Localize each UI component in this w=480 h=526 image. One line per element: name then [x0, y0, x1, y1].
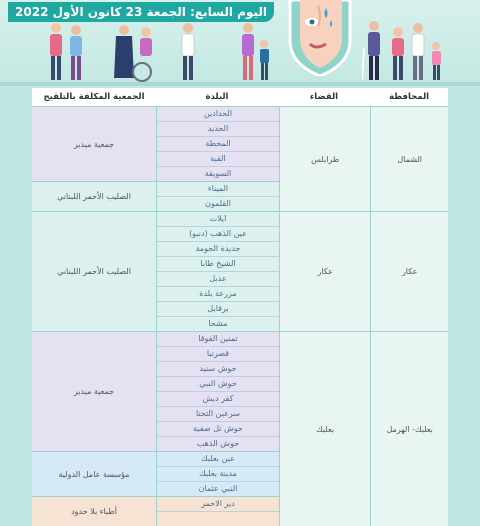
town-cell: حوش النبي [157, 377, 279, 392]
town-cell: المحطة [157, 137, 279, 152]
towns-group [157, 212, 279, 331]
header-governorate: المحافظة [388, 92, 430, 102]
table-row [32, 332, 448, 526]
town-cell: عين بعلبك [157, 452, 279, 467]
town-cell: سرعين التحتا [157, 407, 279, 422]
district-cell: بعلبك [279, 332, 370, 526]
town-cell: الشيخ طابا [157, 257, 279, 272]
governorate-cell: عكار [370, 212, 448, 331]
town-cell: الميناء [157, 182, 279, 197]
town-cell: النبي عثمان [157, 482, 279, 496]
people-illustration-right [362, 18, 446, 84]
town-cell: القبة [157, 152, 279, 167]
vaccination-schedule-table [32, 88, 448, 526]
association-cell: جمعية ميدير [32, 332, 157, 451]
town-cell: تمنين الفوقا [157, 332, 279, 347]
town-cell: الحدادين [157, 107, 279, 122]
association-cell: الصليب الأحمر اللبناني [32, 182, 157, 211]
town-cell: جديدة الجومة [157, 242, 279, 257]
town-cell: الحديد [157, 122, 279, 137]
association-cell: الصليب الأحمر اللبناني [32, 212, 157, 331]
towns-group [157, 182, 279, 211]
people-illustration-left [42, 18, 212, 84]
table-header [32, 88, 448, 107]
association-cell: مؤسسة عامل الدولية [32, 452, 157, 496]
town-cell: مزرعة بلدة [157, 287, 279, 302]
town-cell: القلمون [157, 197, 279, 211]
header-district: القضاء [309, 92, 339, 102]
shield-face-illustration [282, 0, 358, 76]
association-cell: أطباء بلا حدود [32, 497, 157, 526]
association-cell: جمعية ميدير [32, 107, 157, 181]
header-town: البلدة [205, 92, 229, 102]
town-cell: دير الاحمر [157, 497, 279, 512]
header-association: الجمعية المكلفة بالتلقيح [43, 92, 145, 102]
towns-group [157, 107, 279, 181]
town-cell: عين الذهب (دنبو) [157, 227, 279, 242]
town-cell: حوش الذهب [157, 437, 279, 451]
towns-group [157, 497, 279, 526]
district-cell: عكار [279, 212, 370, 331]
town-cell: حوش سنيد [157, 362, 279, 377]
town-cell: عدبل [157, 272, 279, 287]
district-cell: طرابلس [279, 107, 370, 211]
town-cell: كفر دبش [157, 392, 279, 407]
town-cell: ايلات [157, 212, 279, 227]
town-cell: برقايل [157, 302, 279, 317]
town-cell: مشحا [157, 317, 279, 331]
town-cell: قصرنبا [157, 347, 279, 362]
town-cell: حوش تل صفية [157, 422, 279, 437]
people-illustration-family [236, 18, 272, 84]
town-cell: السويقة [157, 167, 279, 181]
town-cell: مدينة بعلبك [157, 467, 279, 482]
towns-group [157, 452, 279, 496]
governorate-cell: بعلبك- الهرمل [370, 332, 448, 526]
governorate-cell: الشمال [370, 107, 448, 211]
page-title: اليوم السابع: الجمعة 23 كانون الأول 2022 [8, 2, 274, 22]
table-row [32, 212, 448, 332]
town-cell [157, 512, 279, 526]
table-row [32, 107, 448, 212]
towns-group [157, 332, 279, 451]
